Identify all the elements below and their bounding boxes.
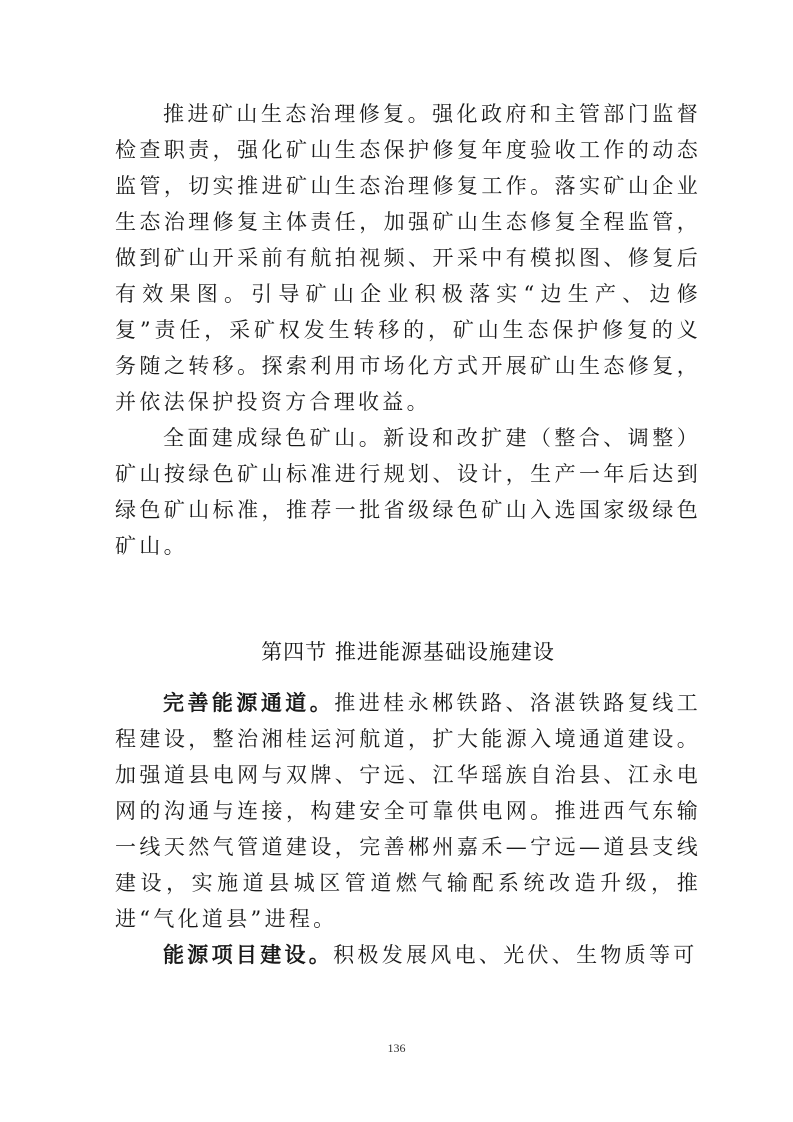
section-text-block bbox=[115, 685, 701, 973]
paragraph-green-mines: 全面建成绿色矿山。新设和改扩建（整合、调整）矿山按绿色矿山标准进行规划、设计，生产一年后达到绿色矿山标准，推荐一批省级绿色矿山入选国家级绿色矿山。 bbox=[115, 426, 701, 558]
paragraph-energy-projects bbox=[115, 937, 701, 973]
top-text-block bbox=[115, 96, 701, 564]
paragraph-body: 推进桂永郴铁路、洛湛铁路复线工程建设，整治湘桂运河航道，扩大能源入境通道建设。加强道县电网与双牌、宁远、江华瑶族自治县、江永电网的沟通与连接，构建安全可靠供电网。推进西气东输一线天然气管道建设，完善郴州嘉禾—宁远—道县支线建设，实施道县城区管道燃气输配系统改造升级，推进“气化道县”进程。 bbox=[115, 691, 701, 931]
paragraph-lead: 完善能源通道。 bbox=[163, 691, 335, 715]
paragraph-lead: 能源项目建设。 bbox=[163, 943, 334, 967]
paragraph-mine-restoration: 推进矿山生态治理修复。强化政府和主管部门监督检查职责，强化矿山生态保护修复年度验收工作的动态监管，切实推进矿山生态治理修复工作。落实矿山企业生态治理修复主体责任，加强矿山生态修复全程监管，做到矿山开采前有航拍视频、开采中有模拟图、修复后有效果图。引导矿山企业积极落实“边生产、边修复”责任，采矿权发生转移的，矿山生态保护修复的义务随之转移。探索利用市场化方式开展矿山生态修复，并依法保护投资方合理收益。 bbox=[115, 102, 701, 414]
paragraph-body: 积极发展风电、光伏、生物质等可 bbox=[333, 943, 698, 967]
section-heading: 第四节 推进能源基础设施建设 bbox=[261, 640, 555, 664]
paragraph-energy-channels bbox=[115, 685, 701, 937]
page-number: 136 bbox=[387, 1041, 406, 1055]
